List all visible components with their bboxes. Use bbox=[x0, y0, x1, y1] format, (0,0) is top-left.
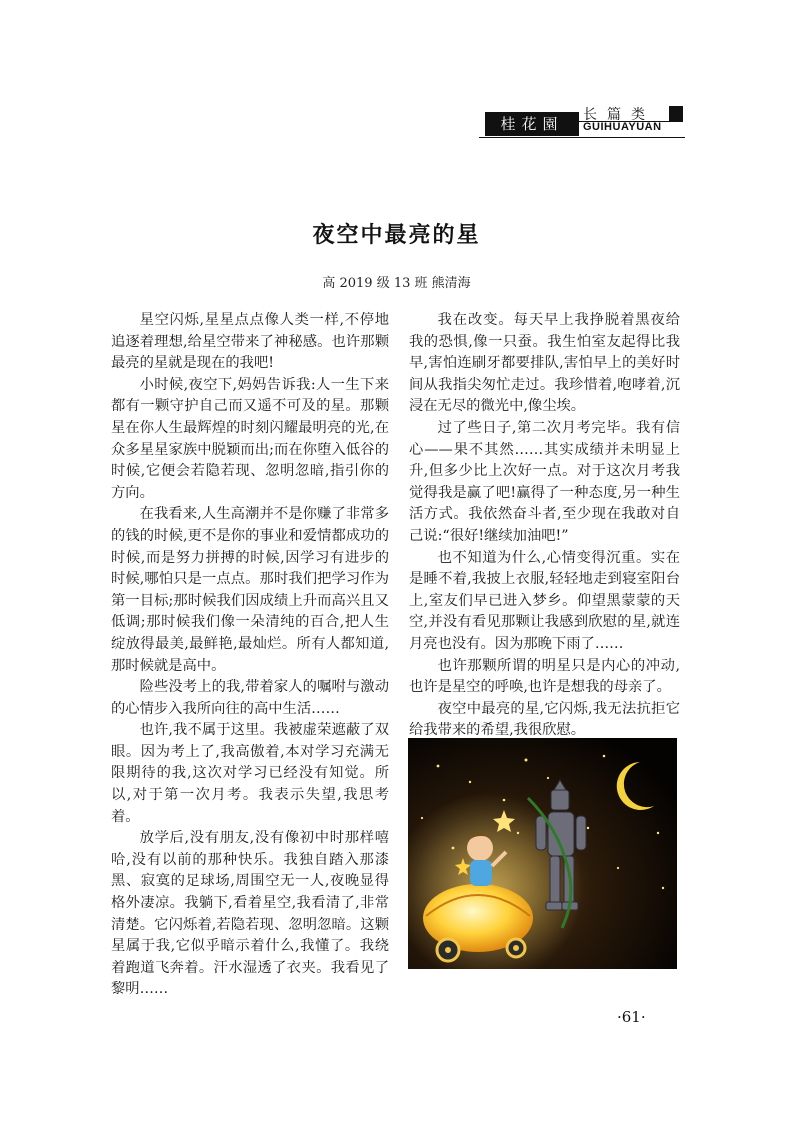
paragraph: 夜空中最亮的星,它闪烁,我无法抗拒它给我带来的希望,我很欣慰。 bbox=[409, 700, 680, 739]
section-name: 桂花園 bbox=[485, 112, 579, 136]
right-column bbox=[409, 310, 680, 742]
article-title: 夜空中最亮的星 bbox=[312, 223, 481, 248]
paragraph: 我在改变。每天早上我挣脱着黑夜给我的恐惧,像一只蚕。我生怕室友起得比我早,害怕连刷牙都要排队,害怕早上的美好时间从我指尖匆忙走过。我珍惜着,咆哮着,沉浸在无尽的微光中,像尘埃。 bbox=[409, 312, 680, 415]
category-label: 长篇类 bbox=[583, 107, 655, 123]
night-sky-illustration bbox=[408, 738, 677, 969]
paragraph: 过了些日子,第二次月考完毕。我有信心——果不其然……其实成绩并未明显上升,但多少比上次好一点。对于这次月考我觉得我是赢了吧!赢得了一种态度,另一种生活方式。我依然奋斗者,至少现在我敢对自己说:“很好!继续加油吧!” bbox=[409, 419, 680, 544]
page-number: ·61· bbox=[617, 1008, 646, 1026]
paragraph: 也许,我不属于这里。我被虚荣遮蔽了双眼。因为考上了,我高傲着,本对学习充满无限期待的我,这次对学习已经没有知觉。所以,对于第一次月考。我表示失望,我思考着。 bbox=[111, 722, 389, 825]
header-rule-bottom bbox=[479, 137, 685, 138]
page-header bbox=[479, 104, 685, 138]
header-square-mark bbox=[669, 106, 683, 122]
paragraph: 星空闪烁,星星点点像人类一样,不停地追逐着理想,给星空带来了神秘感。也许那颗最亮的星就是现在的我吧! bbox=[111, 312, 389, 372]
paragraph: 放学后,没有朋友,没有像初中时那样嘻哈,没有以前的那种快乐。我独自踏入那漆黑、寂寞的足球场,周围空无一人,夜晚显得格外凄凉。我躺下,看着星空,我看清了,非常清楚。它闪烁着,若隐若现、忽明忽暗。这颗星属于我,它似乎暗示着什么,我懂了。我绕着跑道飞奔着。汗水湿透了衣夹。我看见了黎明…… bbox=[111, 830, 389, 998]
article-byline: 高 2019 级 13 班 熊清海 bbox=[322, 276, 471, 291]
paragraph: 也许那颗所谓的明星只是内心的冲动,也许是星空的呼唤,也许是想我的母亲了。 bbox=[409, 657, 680, 696]
paragraph: 小时候,夜空下,妈妈告诉我:人一生下来都有一颗守护自己而又遥不可及的星。那颗星在你人生最辉煌的时刻闪耀最明亮的光,在众多星星家族中脱颖而出;而在你堕入低谷的时候,它便会若隐若现、忽明忽暗,指引你的方向。 bbox=[111, 376, 389, 501]
paragraph: 在我看来,人生高潮并不是你赚了非常多的钱的时候,更不是你的事业和爱情都成功的时候,而是努力拼搏的时候,因学习有进步的时候,哪怕只是一点点。那时我们把学习作为第一目标;那时候我们因成绩上升而高兴且又低调;那时候我们像一朵清纯的百合,把人生绽放得最美,最鲜艳,最灿烂。所有人都知道,那时候就是高中。 bbox=[111, 506, 389, 674]
paragraph: 也不知道为什么,心情变得沉重。实在是睡不着,我披上衣服,轻轻地走到寝室阳台上,室友们早已进入梦乡。仰望黑蒙蒙的天空,并没有看见那颗让我感到欣慰的星,就连月亮也没有。因为那晚下雨了…… bbox=[409, 549, 680, 652]
left-column bbox=[111, 310, 389, 1001]
section-pinyin: GUIHUAYUAN bbox=[583, 121, 662, 133]
paragraph: 险些没考上的我,带着家人的嘱咐与激动的心情步入我所向往的高中生活…… bbox=[111, 679, 389, 717]
